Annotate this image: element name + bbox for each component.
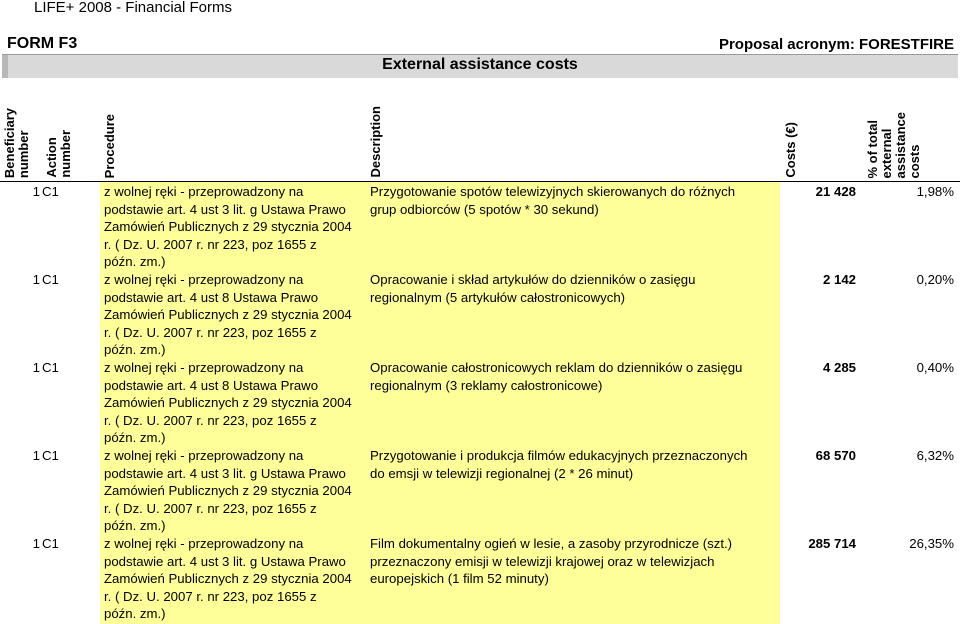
cost-cell: 21 428 bbox=[815, 184, 856, 199]
app-title: LIFE+ 2008 - Financial Forms bbox=[34, 0, 232, 16]
form-id: FORM F3 bbox=[7, 35, 78, 52]
header-beneficiary-label: Beneficiary number bbox=[2, 107, 31, 178]
percent-cell: 0,20% bbox=[916, 272, 954, 287]
action-cell: C1 bbox=[42, 448, 59, 463]
cost-cell: 4 285 bbox=[822, 360, 856, 375]
description-cell: Film dokumentalny ogień w lesie, a zasoby przyrodnicze (szt.) przeznaczony emisji w telewizji krajowej oraz w telewizjach europejskich (1 film 52 minuty) bbox=[370, 536, 733, 587]
table-row bbox=[0, 446, 960, 534]
header-procedure bbox=[100, 100, 130, 182]
action-cell: C1 bbox=[42, 272, 59, 287]
table-row bbox=[0, 534, 960, 624]
percent-cell: 0,40% bbox=[916, 360, 954, 375]
description-cell: Opracowanie i skład artykułów do dzienników o zasięgu regionalnym (5 artykułów całostronicowych) bbox=[370, 272, 696, 305]
header-description-label: Description bbox=[368, 106, 383, 178]
header-action-label: Action number bbox=[44, 130, 73, 178]
header-action bbox=[40, 100, 80, 182]
percent-cell: 1,98% bbox=[916, 184, 954, 199]
procedure-cell: z wolnej ręki - przeprowadzony na podstawie art. 4 ust 3 lit. g Ustawa Prawo Zamówień Publicznych z 29 stycznia 2004 r. ( Dz. U. 2007 r. nr 223, poz 1655 z późn. zm.) bbox=[104, 536, 352, 622]
beneficiary-cell: 1 bbox=[32, 360, 40, 375]
description-cell: Przygotowanie i produkcja filmów edukacyjnych przeznaczonych do emsji w telewizji regionalnej (2 * 26 minut) bbox=[370, 448, 748, 481]
percent-cell: 26,35% bbox=[909, 536, 954, 551]
section-title: External assistance costs bbox=[382, 56, 578, 73]
beneficiary-cell: 1 bbox=[32, 272, 40, 287]
header-procedure-label: Procedure bbox=[102, 113, 117, 178]
procedure-cell: z wolnej ręki - przeprowadzony na podstawie art. 4 ust 3 lit. g Ustawa Prawo Zamówień Publicznych z 29 stycznia 2004 r. ( Dz. U. 2007 r. nr 223, poz 1655 z późn. zm.) bbox=[104, 184, 352, 270]
action-cell: C1 bbox=[42, 184, 59, 199]
section-title-bar bbox=[2, 54, 958, 78]
beneficiary-cell: 1 bbox=[32, 184, 40, 199]
beneficiary-cell: 1 bbox=[32, 536, 40, 551]
cost-cell: 68 570 bbox=[815, 448, 856, 463]
table-row bbox=[0, 270, 960, 358]
procedure-cell: z wolnej ręki - przeprowadzony na podstawie art. 4 ust 8 Ustawa Prawo Zamówień Publicznych z 29 stycznia 2004 r. ( Dz. U. 2007 r. nr 223, poz 1655 z późn. zm.) bbox=[104, 360, 352, 446]
percent-cell: 6,32% bbox=[916, 448, 954, 463]
action-cell: C1 bbox=[42, 360, 59, 375]
proposal-acronym: Proposal acronym: FORESTFIRE bbox=[718, 36, 954, 53]
cost-cell: 2 142 bbox=[822, 272, 856, 287]
header-description bbox=[366, 100, 396, 182]
description-cell: Opracowanie całostronicowych reklam do dzienników o zasięgu regionalnym (3 reklamy całostronicowe) bbox=[370, 360, 743, 393]
action-cell: C1 bbox=[42, 536, 59, 551]
procedure-cell: z wolnej ręki - przeprowadzony na podstawie art. 4 ust 8 Ustawa Prawo Zamówień Publicznych z 29 stycznia 2004 r. ( Dz. U. 2007 r. nr 223, poz 1655 z późn. zm.) bbox=[104, 272, 352, 358]
cost-cell: 285 714 bbox=[808, 536, 856, 551]
header-beneficiary bbox=[0, 100, 34, 182]
table-row bbox=[0, 182, 960, 270]
header-percent-label: % of total external assistance costs bbox=[865, 111, 922, 178]
header-percent bbox=[862, 100, 932, 182]
header-costs bbox=[780, 100, 810, 182]
beneficiary-cell: 1 bbox=[32, 448, 40, 463]
header-costs-label: Costs (€) bbox=[783, 122, 798, 178]
description-cell: Przygotowanie spotów telewizyjnych skierowanych do różnych grup odbiorców (5 spotów * 30 sekund) bbox=[370, 184, 736, 217]
table-row bbox=[0, 358, 960, 446]
procedure-cell: z wolnej ręki - przeprowadzony na podstawie art. 4 ust 3 lit. g Ustawa Prawo Zamówień Publicznych z 29 stycznia 2004 r. ( Dz. U. 2007 r. nr 223, poz 1655 z późn. zm.) bbox=[104, 448, 352, 534]
